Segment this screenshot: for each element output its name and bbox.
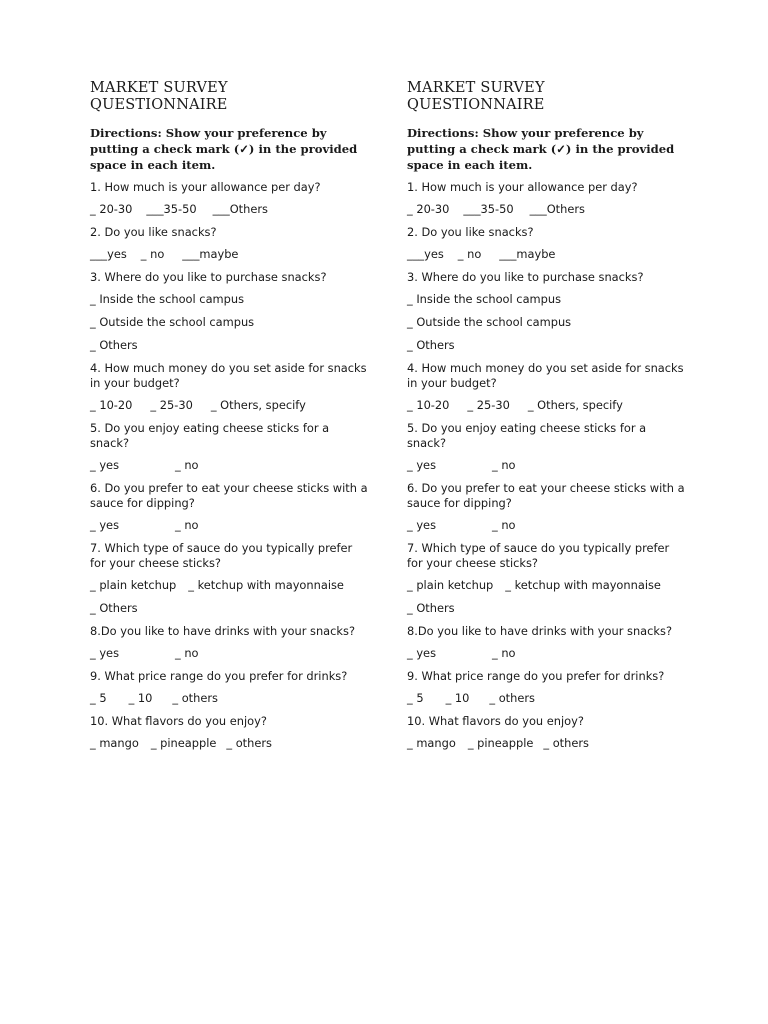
question-text: 7. Which type of sauce do you typically prefer	[90, 541, 353, 555]
answer-option[interactable]: _ 25-30	[467, 398, 510, 412]
answer-option[interactable]: _ mango	[90, 736, 139, 750]
question	[407, 270, 707, 285]
question-text: 7. Which type of sauce do you typically prefer	[407, 541, 670, 555]
question-text: 8.Do you like to have drinks with your snacks?	[90, 624, 355, 638]
answer-option[interactable]: ___yes	[407, 247, 444, 261]
answer-options	[407, 736, 707, 751]
answer-options	[407, 247, 707, 262]
answer-option[interactable]: _ yes	[407, 518, 436, 532]
answer-options	[90, 578, 390, 593]
answer-option[interactable]: _ others	[172, 691, 218, 705]
answer-option[interactable]: _ ketchup with mayonnaise	[505, 578, 661, 592]
answer-option[interactable]: ___maybe	[182, 247, 239, 261]
answer-option[interactable]: _ mango	[407, 736, 456, 750]
question-text: 4. How much money do you set aside for snacks	[407, 361, 684, 375]
directions-line: putting a check mark (✓) in the provided	[407, 142, 675, 156]
answer-option[interactable]: _ yes	[407, 646, 436, 660]
question-text: sauce for dipping?	[407, 496, 512, 510]
question	[407, 714, 707, 729]
answer-options	[90, 315, 390, 330]
answer-option[interactable]: ___35-50	[463, 202, 514, 216]
answer-option[interactable]: _ no	[175, 458, 199, 472]
answer-option[interactable]: _ pineapple	[467, 736, 534, 750]
answer-option[interactable]: _ plain ketchup	[407, 578, 494, 592]
directions-line: Directions: Show your preference by	[90, 126, 327, 140]
answer-options	[407, 338, 707, 353]
answer-option[interactable]: _ others	[226, 736, 272, 750]
question	[407, 541, 707, 571]
answer-option[interactable]: _ 5	[407, 691, 424, 705]
answer-options	[90, 292, 390, 307]
question	[90, 225, 390, 240]
answer-option[interactable]: _ no	[492, 518, 516, 532]
question-text: 9. What price range do you prefer for drinks?	[407, 669, 665, 683]
answer-options	[407, 518, 707, 533]
question-text: 5. Do you enjoy eating cheese sticks for a	[407, 421, 647, 435]
answer-options	[90, 646, 390, 661]
question-text: 1. How much is your allowance per day?	[90, 180, 321, 194]
directions-line: Directions: Show your preference by	[407, 126, 644, 140]
answer-option[interactable]: ___yes	[90, 247, 127, 261]
answer-option[interactable]: ___maybe	[499, 247, 556, 261]
question	[90, 669, 390, 684]
answer-options	[407, 578, 707, 593]
answer-option[interactable]: _ no	[492, 458, 516, 472]
answer-option[interactable]: _ others	[489, 691, 535, 705]
survey-title	[407, 80, 707, 114]
survey-title-line: MARKET SURVEY	[90, 80, 228, 96]
survey-column-left	[90, 80, 390, 759]
question	[90, 714, 390, 729]
answer-options	[90, 398, 390, 413]
answer-options	[90, 601, 390, 616]
answer-option[interactable]: _ 10	[128, 691, 153, 705]
question-text: 10. What flavors do you enjoy?	[90, 714, 267, 728]
answer-options	[90, 691, 390, 706]
directions-line: space in each item.	[90, 158, 216, 172]
answer-option[interactable]: _ no	[175, 518, 199, 532]
question-text: 2. Do you like snacks?	[90, 225, 217, 239]
answer-options	[90, 202, 390, 217]
answer-option[interactable]: _ Others, specify	[210, 398, 306, 412]
answer-options	[407, 202, 707, 217]
survey-title	[90, 80, 390, 114]
question-text: in your budget?	[407, 376, 497, 390]
answer-option[interactable]: _ Outside the school campus	[90, 315, 255, 329]
directions-line: space in each item.	[407, 158, 533, 172]
question-text: 1. How much is your allowance per day?	[407, 180, 638, 194]
question-text: 5. Do you enjoy eating cheese sticks for a	[90, 421, 330, 435]
question-text: for your cheese sticks?	[90, 556, 221, 570]
survey-column-right	[407, 80, 707, 759]
directions	[90, 125, 390, 173]
question-text: snack?	[407, 436, 447, 450]
answer-options	[407, 646, 707, 661]
answer-option[interactable]: _ pineapple	[150, 736, 217, 750]
answer-option[interactable]: _ Inside the school campus	[407, 292, 562, 306]
question	[407, 421, 707, 451]
question-text: 10. What flavors do you enjoy?	[407, 714, 584, 728]
answer-options	[90, 518, 390, 533]
question-text: for your cheese sticks?	[407, 556, 538, 570]
question	[90, 180, 390, 195]
answer-options	[90, 736, 390, 751]
answer-option[interactable]: _ 20-30	[90, 202, 133, 216]
answer-option[interactable]: _ Others	[407, 601, 455, 615]
answer-option[interactable]: _ Others	[407, 338, 455, 352]
question-text: 3. Where do you like to purchase snacks?	[90, 270, 327, 284]
answer-options	[407, 292, 707, 307]
answer-option[interactable]: _ yes	[407, 458, 436, 472]
answer-option[interactable]: _ 10-20	[407, 398, 450, 412]
answer-option[interactable]: _ ketchup with mayonnaise	[188, 578, 344, 592]
answer-option[interactable]: _ no	[175, 646, 199, 660]
question	[90, 541, 390, 571]
answer-options	[90, 338, 390, 353]
answer-options	[90, 247, 390, 262]
answer-option[interactable]: _ plain ketchup	[90, 578, 177, 592]
answer-option[interactable]: _ others	[543, 736, 589, 750]
answer-options	[90, 458, 390, 473]
survey-title-line: QUESTIONNAIRE	[407, 97, 545, 113]
answer-option[interactable]: ___35-50	[146, 202, 197, 216]
question	[407, 481, 707, 511]
answer-options	[407, 691, 707, 706]
question	[90, 270, 390, 285]
answer-option[interactable]: _ 25-30	[150, 398, 193, 412]
answer-option[interactable]: _ Others	[90, 338, 138, 352]
answer-option[interactable]: _ Outside the school campus	[407, 315, 572, 329]
directions-line: putting a check mark (✓) in the provided	[90, 142, 358, 156]
answer-option[interactable]: _ no	[140, 247, 165, 261]
answer-options	[407, 458, 707, 473]
question-text: sauce for dipping?	[90, 496, 195, 510]
question-text: in your budget?	[90, 376, 180, 390]
question	[90, 361, 390, 391]
question	[90, 481, 390, 511]
question-text: 6. Do you prefer to eat your cheese sticks with a	[90, 481, 368, 495]
survey-title-line: QUESTIONNAIRE	[90, 97, 228, 113]
question	[407, 624, 707, 639]
question-text: 4. How much money do you set aside for snacks	[90, 361, 367, 375]
question	[407, 361, 707, 391]
question-text: snack?	[90, 436, 130, 450]
question-text: 8.Do you like to have drinks with your snacks?	[407, 624, 672, 638]
question-text: 3. Where do you like to purchase snacks?	[407, 270, 644, 284]
answer-option[interactable]: _ yes	[90, 518, 119, 532]
answer-option[interactable]: _ 5	[90, 691, 107, 705]
directions	[407, 125, 707, 173]
question	[407, 225, 707, 240]
answer-option[interactable]: _ yes	[90, 458, 119, 472]
answer-option[interactable]: _ Others, specify	[527, 398, 623, 412]
answer-option[interactable]: ___Others	[529, 202, 585, 216]
question	[90, 624, 390, 639]
question	[90, 421, 390, 451]
answer-option[interactable]: _ 10-20	[90, 398, 133, 412]
question	[407, 669, 707, 684]
answer-option[interactable]: _ 20-30	[407, 202, 450, 216]
survey-title-line: MARKET SURVEY	[407, 80, 545, 96]
answer-option[interactable]: _ no	[457, 247, 482, 261]
answer-option[interactable]: _ Others	[90, 601, 138, 615]
answer-options	[407, 315, 707, 330]
answer-option[interactable]: ___Others	[212, 202, 268, 216]
answer-options	[407, 601, 707, 616]
answer-option[interactable]: _ no	[492, 646, 516, 660]
answer-option[interactable]: _ yes	[90, 646, 119, 660]
question-text: 9. What price range do you prefer for drinks?	[90, 669, 348, 683]
answer-option[interactable]: _ 10	[445, 691, 470, 705]
question-text: 2. Do you like snacks?	[407, 225, 534, 239]
question	[407, 180, 707, 195]
question-text: 6. Do you prefer to eat your cheese sticks with a	[407, 481, 685, 495]
answer-option[interactable]: _ Inside the school campus	[90, 292, 245, 306]
answer-options	[407, 398, 707, 413]
